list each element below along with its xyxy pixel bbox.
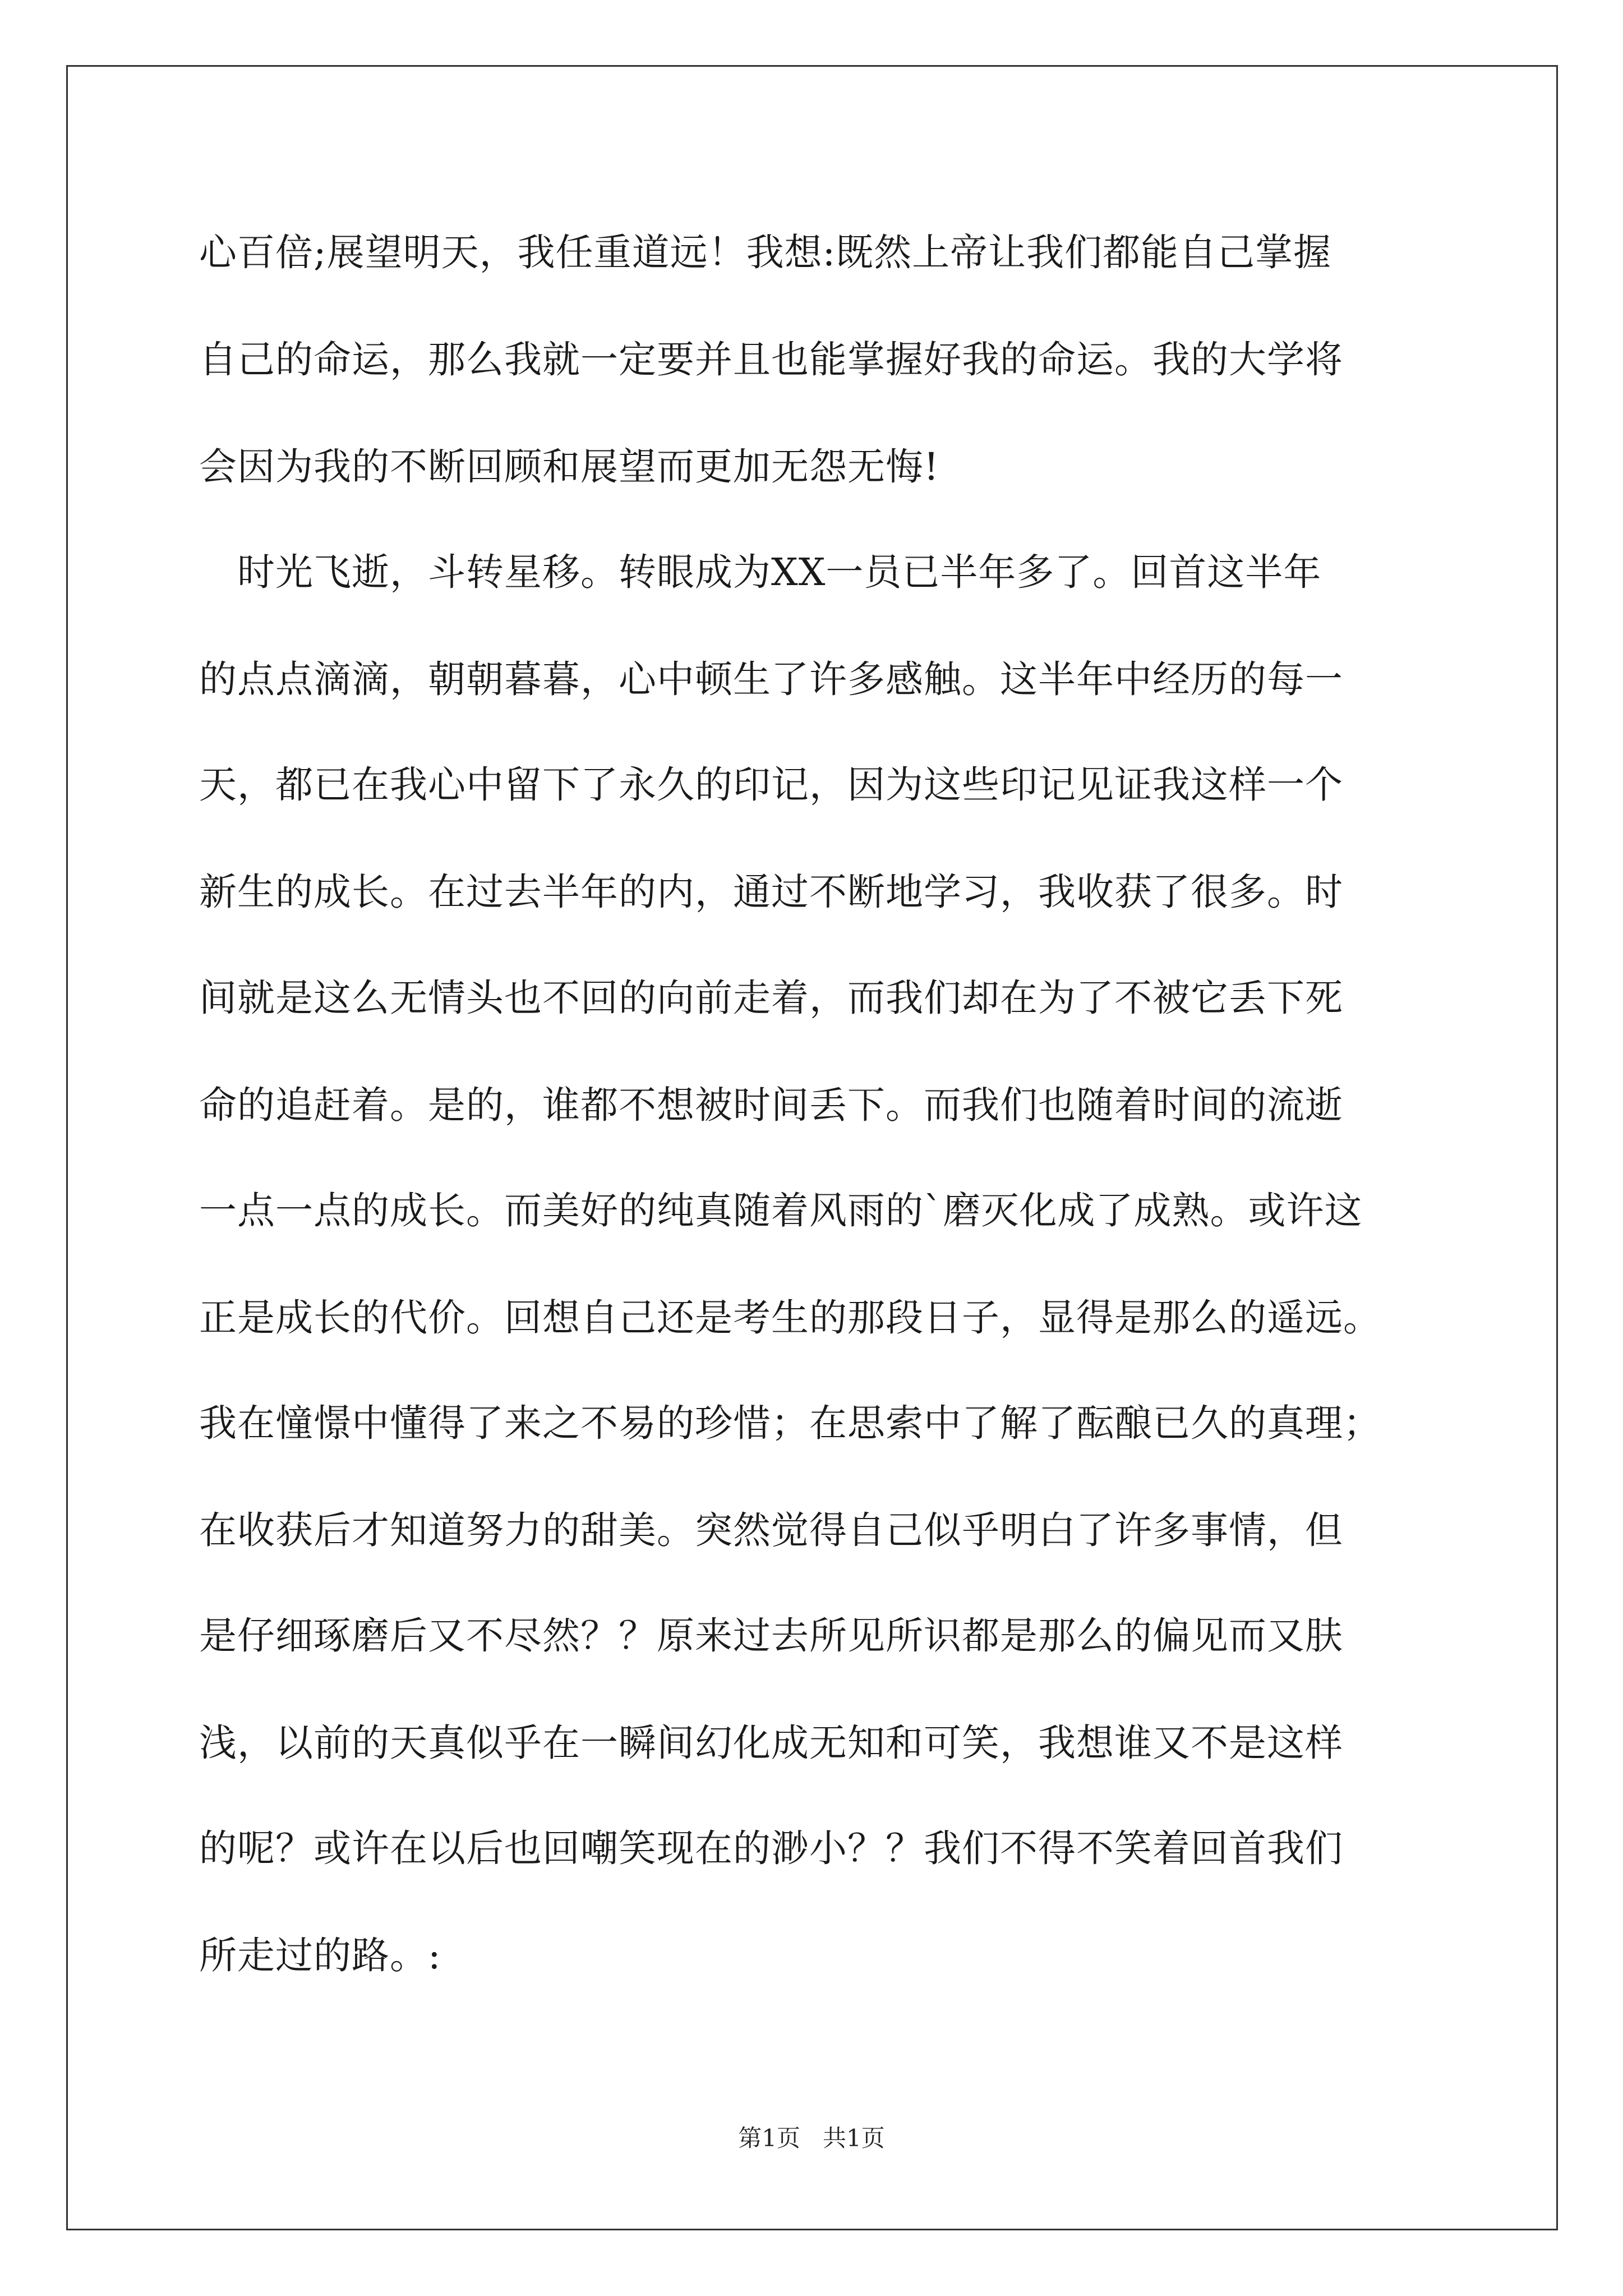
body-line-10: 一点一点的成长。而美好的纯真随着风雨的`磨灭化成了成熟。或许这 bbox=[199, 1189, 1363, 1232]
body-line-12: 我在憧憬中懂得了来之不易的珍惜；在思索中了解了酝酿已久的真理； bbox=[199, 1401, 1381, 1445]
body-line-16: 的呢？或许在以后也回嘲笑现在的渺小？？我们不得不笑着回首我们 bbox=[199, 1826, 1343, 1870]
body-line-3: 会因为我的不断回顾和展望而更加无怨无悔! bbox=[199, 445, 939, 489]
body-line-8: 间就是这么无情头也不回的向前走着，而我们却在为了不被它丢下死 bbox=[199, 976, 1343, 1020]
page-frame bbox=[66, 65, 1558, 2230]
page-number-footer: 第1页 共1页 bbox=[738, 2124, 885, 2152]
body-line-17: 所走过的路。: bbox=[199, 1934, 441, 1977]
body-line-5: 的点点滴滴，朝朝暮暮，心中顿生了许多感触。这半年中经历的每一 bbox=[199, 657, 1343, 701]
body-line-9: 命的追赶着。是的，谁都不想被时间丢下。而我们也随着时间的流逝 bbox=[199, 1083, 1343, 1127]
body-line-2: 自己的命运，那么我就一定要并且也能掌握好我的命运。我的大学将 bbox=[199, 338, 1343, 381]
body-line-15: 浅，以前的天真似乎在一瞬间幻化成无知和可笑，我想谁又不是这样 bbox=[199, 1721, 1343, 1765]
body-line-1: 心百倍;展望明天，我任重道远！我想:既然上帝让我们都能自己掌握 bbox=[199, 231, 1332, 274]
body-line-6: 天，都已在我心中留下了永久的印记，因为这些印记见证我这样一个 bbox=[199, 763, 1343, 807]
body-line-7: 新生的成长。在过去半年的内，通过不断地学习，我收获了很多。时 bbox=[199, 870, 1343, 914]
body-line-11: 正是成长的代价。回想自己还是考生的那段日子，显得是那么的遥远。 bbox=[199, 1296, 1381, 1340]
body-line-14: 是仔细琢磨后又不尽然？？原来过去所见所识都是那么的偏见而又肤 bbox=[199, 1614, 1343, 1658]
body-line-4: 时光飞逝，斗转星移。转眼成为XX一员已半年多了。回首这半年 bbox=[199, 550, 1322, 594]
body-line-13: 在收获后才知道努力的甜美。突然觉得自己似乎明白了许多事情，但 bbox=[199, 1508, 1343, 1552]
